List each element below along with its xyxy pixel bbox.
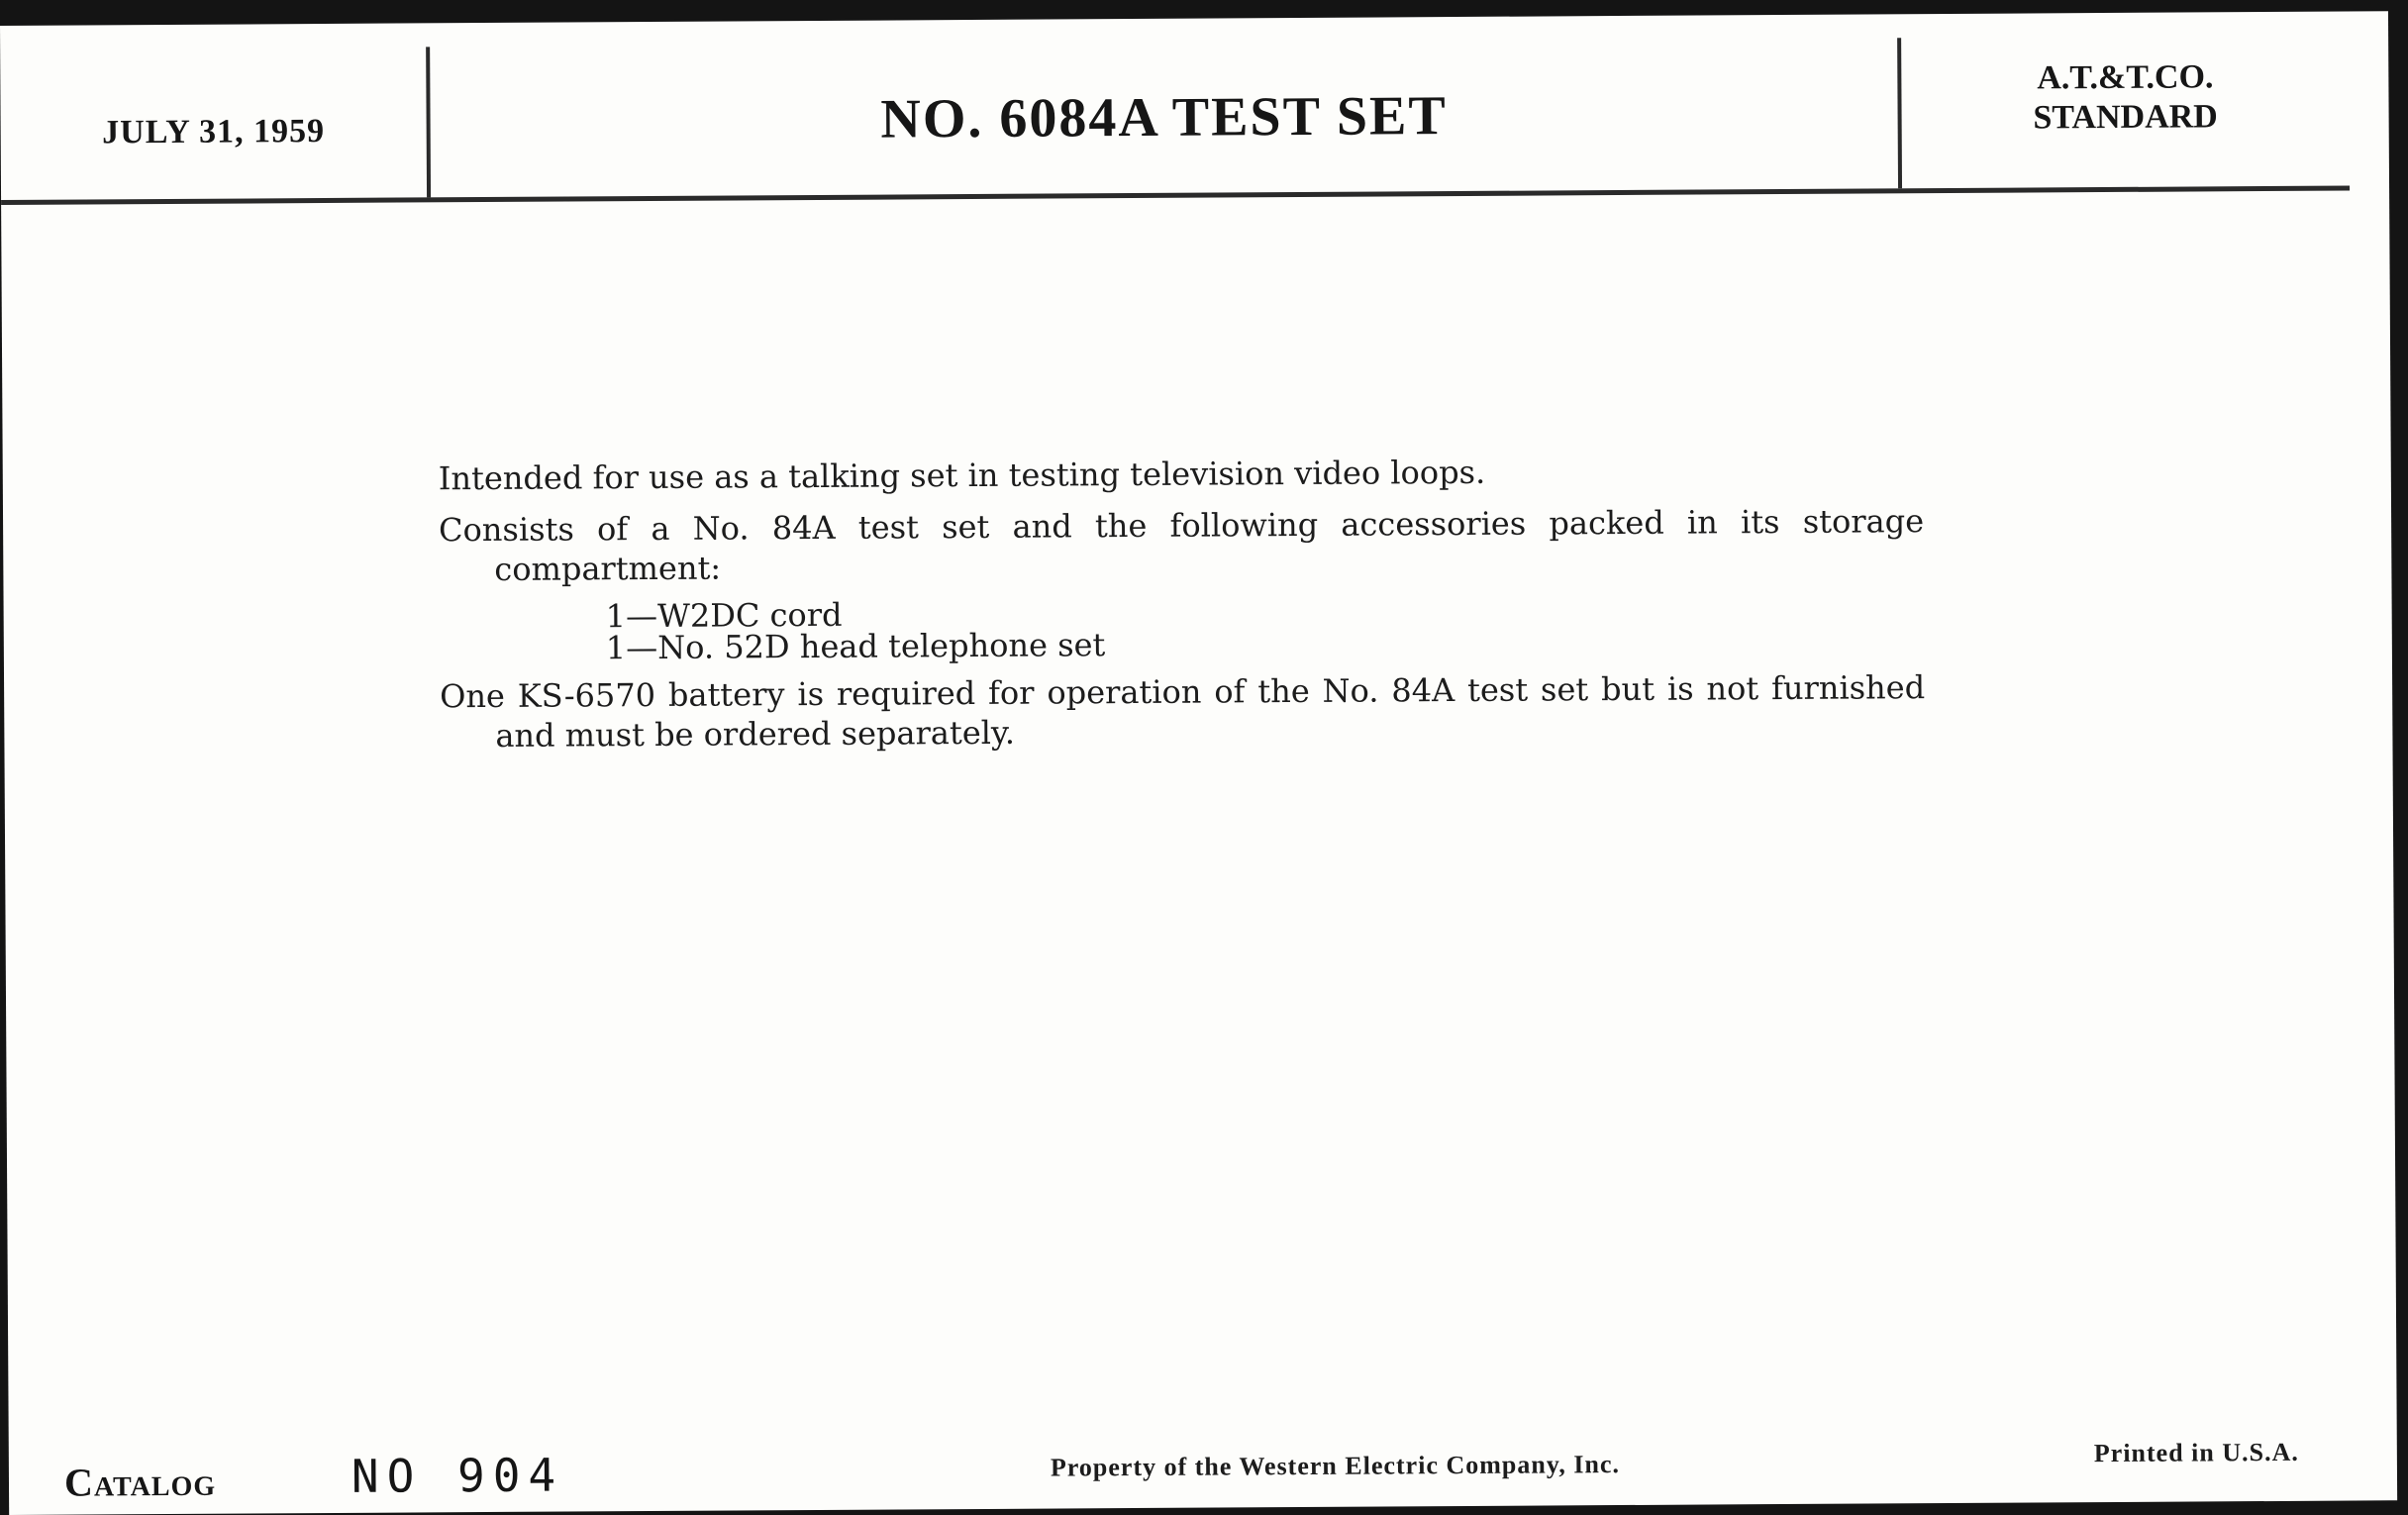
accessory-list [440, 592, 1925, 667]
catalog-number: NO 904 [351, 1448, 564, 1503]
catalog-card [0, 11, 2397, 1515]
standard-block [1901, 36, 2350, 189]
property-notice: Property of the Western Electric Company, Inc. [1050, 1450, 1621, 1482]
standard-label: STANDARD [2033, 98, 2218, 137]
printed-notice: Printed in U.S.A. [2093, 1437, 2299, 1468]
page-title: NO. 6084A TEST SET [426, 38, 1902, 197]
card-header [0, 36, 2350, 205]
consists-paragraph: Consists of a No. 84A test set and the following accessories packed in its storage compartment: [439, 502, 1925, 588]
card-body [439, 450, 1926, 767]
list-item: 1—W2DC cord [605, 595, 843, 636]
issue-date: JULY 31, 1959 [102, 112, 326, 152]
intro-paragraph: Intended for use as a talking set in testing television video loops. [438, 453, 1486, 498]
catalog-label: Catalog [63, 1459, 217, 1505]
standard-company: A.T.&T.CO. [2037, 58, 2214, 97]
battery-paragraph: One KS-6570 battery is required for operation of the No. 84A test set but is not furnished and must be ordered separately. [440, 668, 1926, 755]
list-item: 1—No. 52D head telephone set [605, 626, 1106, 667]
